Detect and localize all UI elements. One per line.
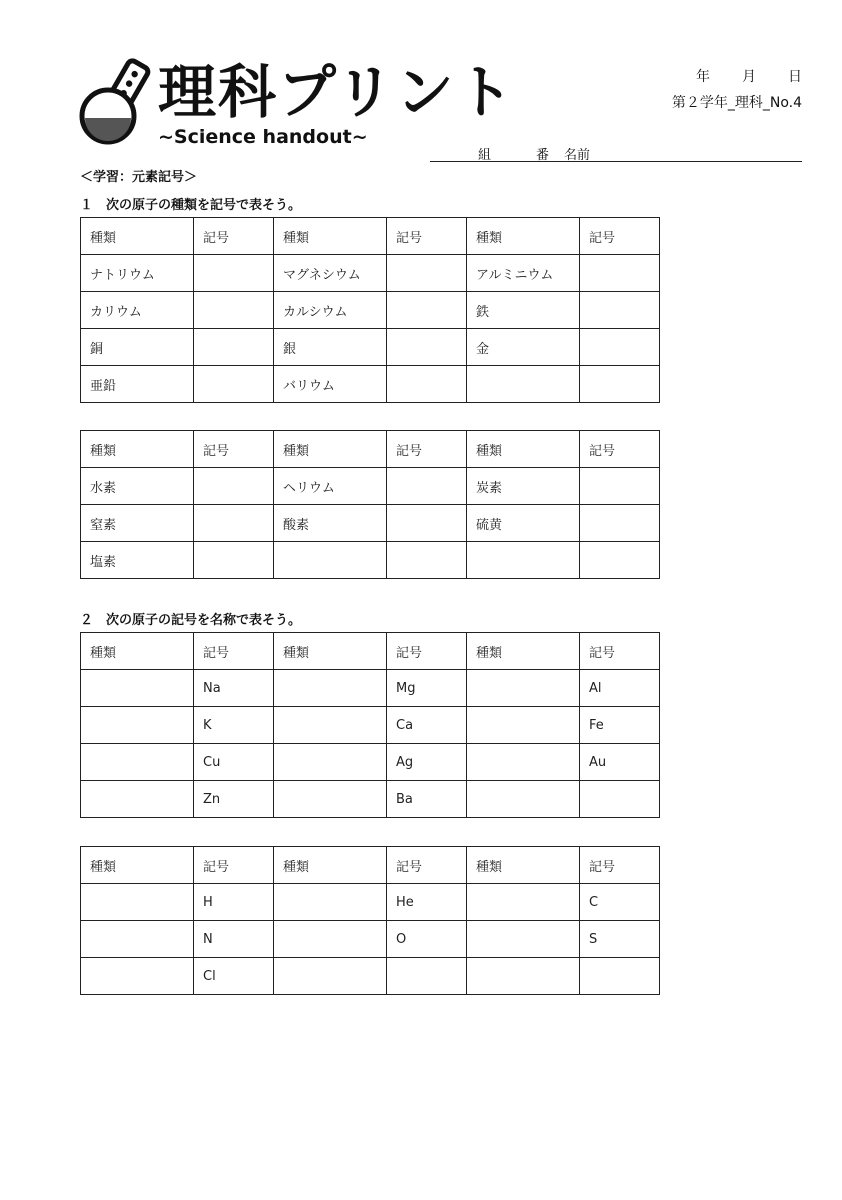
header-cell: 記号	[387, 847, 467, 884]
answer-cell[interactable]	[580, 292, 660, 329]
answer-cell[interactable]	[467, 542, 580, 579]
answer-cell[interactable]	[194, 292, 274, 329]
header-cell: 種類	[81, 431, 194, 468]
table-row	[81, 542, 660, 579]
table-cell: 亜鉛	[81, 366, 194, 403]
answer-cell[interactable]	[580, 329, 660, 366]
table-row	[81, 707, 660, 744]
table-row	[81, 255, 660, 292]
table-header-row	[81, 847, 660, 884]
table-header-row	[81, 431, 660, 468]
table-cell: Mg	[387, 670, 467, 707]
table-row	[81, 781, 660, 818]
header-cell: 種類	[467, 431, 580, 468]
answer-cell[interactable]	[387, 255, 467, 292]
header-cell: 種類	[274, 633, 387, 670]
answer-cell[interactable]	[274, 670, 387, 707]
answer-cell[interactable]	[580, 781, 660, 818]
answer-cell[interactable]	[81, 707, 194, 744]
answer-cell[interactable]	[81, 781, 194, 818]
table-cell: Ag	[387, 744, 467, 781]
answer-cell[interactable]	[387, 505, 467, 542]
logo	[78, 58, 516, 158]
table-cell: マグネシウム	[274, 255, 387, 292]
table-cell: カルシウム	[274, 292, 387, 329]
table-header-row	[81, 218, 660, 255]
table-cell: Na	[194, 670, 274, 707]
name-label: 名前	[564, 148, 591, 163]
table-cell: 鉄	[467, 292, 580, 329]
table-row	[81, 958, 660, 995]
answer-cell[interactable]	[274, 781, 387, 818]
table-cell: Al	[580, 670, 660, 707]
flask-icon	[78, 58, 154, 150]
header-cell: 種類	[274, 431, 387, 468]
answer-cell[interactable]	[274, 884, 387, 921]
table-cell: Zn	[194, 781, 274, 818]
date-line	[696, 66, 802, 86]
table-row	[81, 329, 660, 366]
table-cell: ナトリウム	[81, 255, 194, 292]
table-row	[81, 744, 660, 781]
table-cell: 銅	[81, 329, 194, 366]
q1-table-b	[80, 430, 660, 579]
q1-table-a	[80, 217, 660, 403]
answer-cell[interactable]	[387, 292, 467, 329]
header-cell: 記号	[194, 218, 274, 255]
header-cell: 記号	[194, 847, 274, 884]
table-cell: カリウム	[81, 292, 194, 329]
page-title: 理科プリント	[158, 58, 516, 126]
q2-table-b	[80, 846, 660, 995]
answer-cell[interactable]	[274, 744, 387, 781]
answer-cell[interactable]	[387, 329, 467, 366]
header-cell: 種類	[274, 218, 387, 255]
page-subtitle: ~Science handout~	[158, 126, 368, 148]
course-label: 第２学年_理科_No.4	[671, 95, 802, 111]
table-cell: 金	[467, 329, 580, 366]
header-cell: 記号	[387, 431, 467, 468]
header-cell: 記号	[580, 218, 660, 255]
table-cell: アルミニウム	[467, 255, 580, 292]
answer-cell[interactable]	[81, 958, 194, 995]
header-cell: 種類	[467, 633, 580, 670]
table-cell: O	[387, 921, 467, 958]
answer-cell[interactable]	[387, 542, 467, 579]
table-cell: He	[387, 884, 467, 921]
header-cell: 種類	[81, 218, 194, 255]
header-cell: 記号	[580, 847, 660, 884]
table-row	[81, 292, 660, 329]
number-label: 番	[536, 148, 550, 163]
table-cell: 窒素	[81, 505, 194, 542]
answer-cell[interactable]	[387, 958, 467, 995]
table-cell: S	[580, 921, 660, 958]
answer-cell[interactable]	[194, 329, 274, 366]
table-cell: 炭素	[467, 468, 580, 505]
header-cell: 種類	[467, 847, 580, 884]
answer-cell[interactable]	[81, 884, 194, 921]
name-field-line[interactable]	[430, 144, 802, 162]
lesson-heading: ＜学習：元素記号＞	[80, 170, 198, 185]
answer-cell[interactable]	[580, 958, 660, 995]
answer-cell[interactable]	[580, 468, 660, 505]
header-cell: 種類	[81, 633, 194, 670]
header-cell: 記号	[580, 633, 660, 670]
answer-cell[interactable]	[194, 366, 274, 403]
table-cell: Ba	[387, 781, 467, 818]
answer-cell[interactable]	[194, 255, 274, 292]
table-cell: Au	[580, 744, 660, 781]
answer-cell[interactable]	[467, 744, 580, 781]
header-cell: 記号	[387, 633, 467, 670]
class-label: 組	[478, 148, 492, 163]
answer-cell[interactable]	[194, 542, 274, 579]
answer-cell[interactable]	[580, 366, 660, 403]
q2-table-a	[80, 632, 660, 818]
answer-cell[interactable]	[274, 921, 387, 958]
table-cell: C	[580, 884, 660, 921]
answer-cell[interactable]	[194, 505, 274, 542]
answer-cell[interactable]	[274, 958, 387, 995]
table-row	[81, 468, 660, 505]
table-cell: 酸素	[274, 505, 387, 542]
table-cell: ヘリウム	[274, 468, 387, 505]
answer-cell[interactable]	[194, 468, 274, 505]
question-2-title: ２ 次の原子の記号を名称で表そう。	[80, 613, 302, 628]
table-cell: Cl	[194, 958, 274, 995]
answer-cell[interactable]	[580, 255, 660, 292]
date-month-label: 月	[742, 69, 756, 85]
header-cell: 記号	[387, 218, 467, 255]
table-cell: 塩素	[81, 542, 194, 579]
table-cell: K	[194, 707, 274, 744]
table-cell: 銀	[274, 329, 387, 366]
header-cell: 記号	[194, 633, 274, 670]
answer-cell[interactable]	[467, 670, 580, 707]
header-cell: 記号	[580, 431, 660, 468]
answer-cell[interactable]	[467, 781, 580, 818]
answer-cell[interactable]	[467, 707, 580, 744]
table-cell: H	[194, 884, 274, 921]
table-row	[81, 884, 660, 921]
answer-cell[interactable]	[81, 670, 194, 707]
table-cell: 硫黄	[467, 505, 580, 542]
answer-cell[interactable]	[81, 744, 194, 781]
answer-cell[interactable]	[274, 707, 387, 744]
table-row	[81, 670, 660, 707]
question-1-title: １ 次の原子の種類を記号で表そう。	[80, 198, 302, 213]
answer-cell[interactable]	[580, 505, 660, 542]
answer-cell[interactable]	[387, 366, 467, 403]
table-cell: Fe	[580, 707, 660, 744]
header-cell: 種類	[467, 218, 580, 255]
table-cell: バリウム	[274, 366, 387, 403]
answer-cell[interactable]	[467, 884, 580, 921]
answer-cell[interactable]	[467, 921, 580, 958]
table-row	[81, 366, 660, 403]
date-year-label: 年	[696, 69, 710, 85]
header-cell: 種類	[274, 847, 387, 884]
date-day-label: 日	[788, 69, 802, 85]
table-header-row	[81, 633, 660, 670]
table-row	[81, 921, 660, 958]
answer-cell[interactable]	[580, 542, 660, 579]
answer-cell[interactable]	[274, 542, 387, 579]
table-cell: 水素	[81, 468, 194, 505]
answer-cell[interactable]	[387, 468, 467, 505]
header-cell: 種類	[81, 847, 194, 884]
table-cell: Cu	[194, 744, 274, 781]
answer-cell[interactable]	[467, 958, 580, 995]
table-row	[81, 505, 660, 542]
answer-cell[interactable]	[81, 921, 194, 958]
table-cell: Ca	[387, 707, 467, 744]
table-cell: N	[194, 921, 274, 958]
answer-cell[interactable]	[467, 366, 580, 403]
header-cell: 記号	[194, 431, 274, 468]
